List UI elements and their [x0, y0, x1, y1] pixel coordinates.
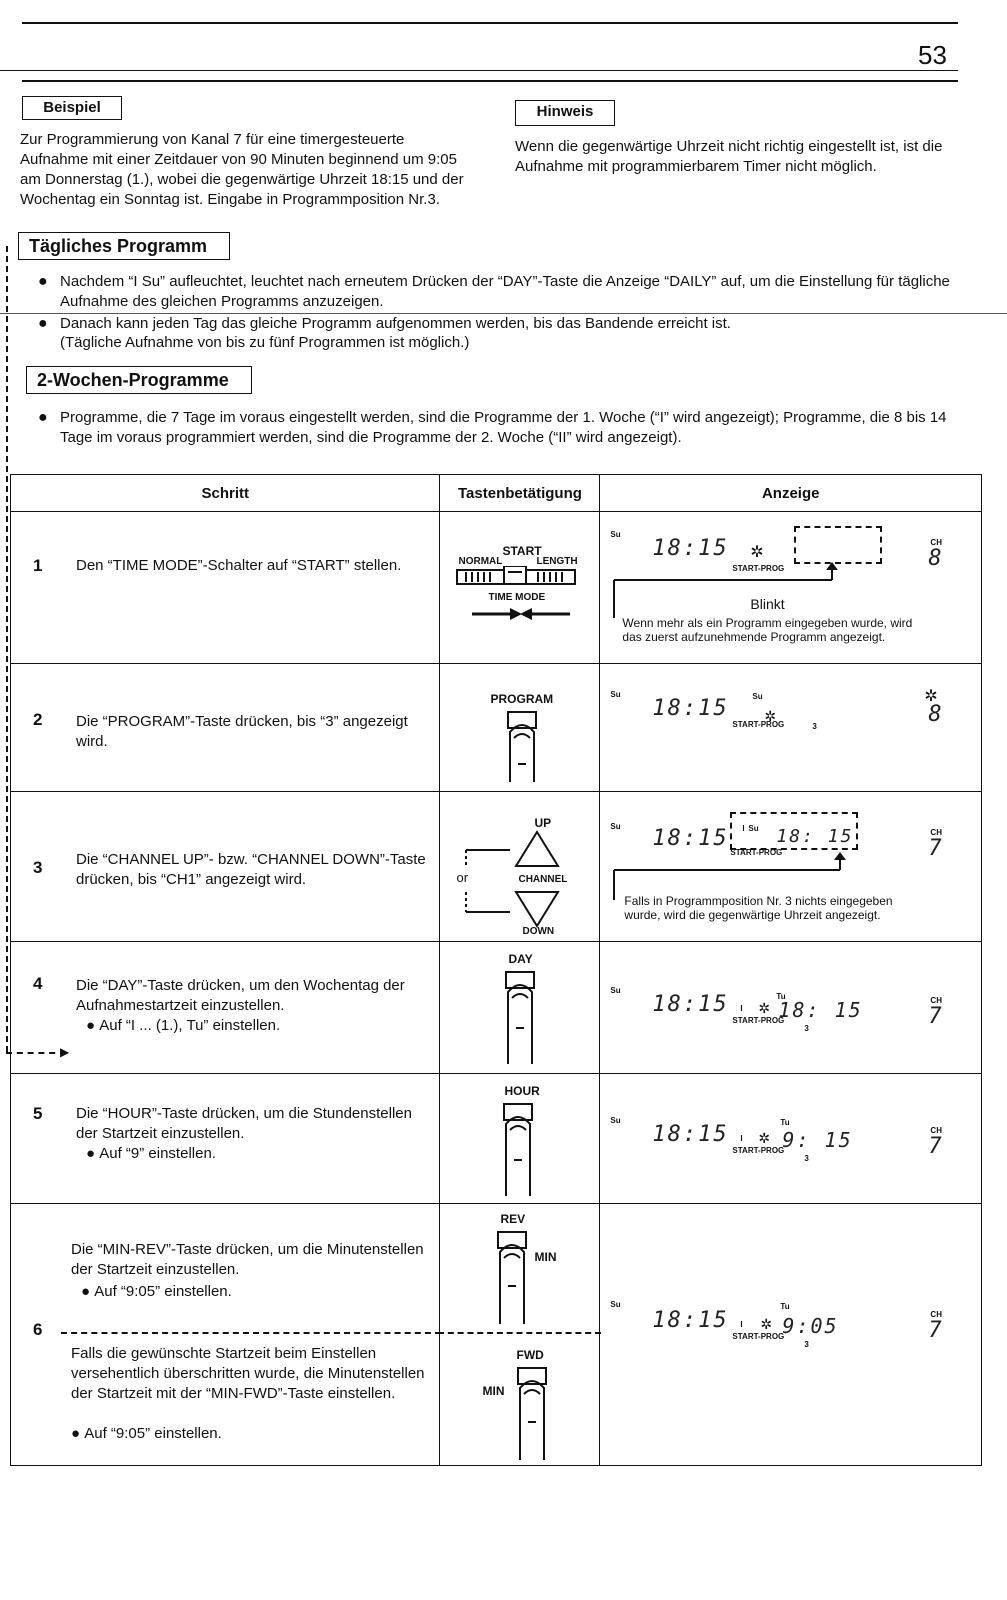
bullet-dot: ●	[81, 1283, 95, 1300]
bullet-dot: ●	[38, 315, 48, 332]
beispiel-text: Zur Programmierung von Kanal 7 für eine timergesteuerte Aufnahme mit einer Zeitdauer von 90 Minuten beginnend um 9:05 am Donnerstag (1.), wobei die gegenwärtige Uhrzeit 18:15 und der Wochentag ein Sonntag ist. Eingabe in Programmposition Nr.3.	[20, 131, 464, 208]
min-left-label: MIN	[482, 1384, 505, 1398]
or-label: or	[456, 870, 469, 885]
bullet-text: Programme, die 7 Tage im voraus eingestellt werden, sind die Programme der 1. Woche (“I” wird angezeigt); Programme, die 8 bis 14 Tage im voraus programmiert werden, sind die Programme der 2. Woche (“II” wird angezeigt).	[60, 409, 947, 446]
key-cell	[440, 512, 600, 664]
table-row	[11, 664, 982, 792]
start-prog-label: START-PROG	[732, 564, 785, 573]
bullet-dot: ●	[86, 1017, 100, 1034]
channel-label: CH	[930, 538, 942, 547]
day-indicator: Su	[610, 986, 621, 995]
step-text: Die “CHANNEL UP”- bzw. “CHANNEL DOWN”-Taste drücken, bis “CH1” angezeigt wird.	[76, 851, 426, 888]
day-indicator: Su	[752, 692, 763, 701]
zweiwochen-bullet-1	[38, 408, 963, 450]
week-mark: I	[740, 1134, 743, 1143]
timemode-label: TIME MODE	[488, 592, 546, 603]
step-sub	[86, 1016, 429, 1036]
table-row	[11, 1204, 982, 1466]
display-cell	[600, 664, 982, 792]
blinkt-label: Blinkt	[750, 596, 785, 612]
display-cell	[600, 1074, 982, 1204]
lcd-clock: 18:15	[652, 826, 729, 851]
channel-digit: 7	[928, 1004, 944, 1029]
channel-digit: 8	[928, 702, 944, 727]
program-button-icon[interactable]	[502, 708, 542, 784]
hinweis-label: Hinweis	[515, 100, 615, 126]
step-text: Die “DAY”-Taste drücken, um den Wochentag der Aufnahmestartzeit einzustellen.	[76, 977, 405, 1014]
lcd-clock: 18:15	[652, 536, 729, 561]
table-header-row	[11, 475, 982, 512]
program-number: 3	[804, 1154, 809, 1163]
or-bracket-icon	[452, 846, 522, 916]
display-cell	[600, 792, 982, 942]
day-button-icon[interactable]	[500, 968, 540, 1068]
top-rule	[22, 22, 958, 24]
step-number: 5	[33, 1104, 43, 1123]
step-number: 3	[33, 858, 43, 877]
bullet-dot: ●	[71, 1425, 85, 1442]
step-text: Die “HOUR”-Taste drücken, um die Stundenstellen der Startzeit einzustellen.	[76, 1105, 412, 1142]
table-row	[11, 1074, 982, 1204]
header-schritt: Schritt	[11, 475, 440, 512]
start-prog-label: START-PROG	[732, 1332, 785, 1341]
step-cell	[11, 942, 440, 1074]
key-cell	[440, 1204, 600, 1466]
timemode-normal-label: NORMAL	[458, 556, 503, 567]
step-sub-2	[71, 1424, 429, 1444]
display-cell	[600, 942, 982, 1074]
day-indicator: Su	[610, 690, 621, 699]
margin-arrow-head-icon: ▶	[60, 1045, 70, 1059]
hour-key-label: HOUR	[504, 1084, 540, 1098]
step-sub-text: Auf “9” einstellen.	[99, 1145, 216, 1162]
timemode-start-label: START	[502, 544, 542, 558]
step-cell	[11, 792, 440, 942]
day-indicator: Su	[610, 1116, 621, 1125]
step-number: 1	[33, 556, 43, 575]
channel-label: CH	[930, 1310, 942, 1319]
channel-digit: 8	[928, 546, 944, 571]
header-thin-rule	[0, 70, 958, 71]
step-sub	[81, 1282, 429, 1302]
bullet-dot: ●	[38, 273, 48, 290]
bullet-text: Nachdem “I Su” aufleuchtet, leuchtet nach erneutem Drücken der “DAY”-Taste die Anzeige “DAILY” auf, um die Einstellung für tägliche Aufnahme des gleichen Programms anzuzeigen.	[60, 273, 950, 310]
blink-rays-icon: ✲	[760, 1316, 773, 1332]
channel-label: CH	[930, 828, 942, 837]
blink-rays-icon: ✲	[924, 688, 938, 705]
start-prog-label: START-PROG	[732, 1016, 785, 1025]
blink-rays-icon: ✲	[758, 1130, 771, 1146]
steps-table	[10, 474, 982, 1466]
table-row	[11, 792, 982, 942]
step-text: Die “PROGRAM”-Taste drücken, bis “3” angezeigt wird.	[76, 713, 408, 750]
lcd-start-time: 18: 15	[778, 998, 863, 1022]
step-cell	[11, 1204, 440, 1466]
table-row	[11, 942, 982, 1074]
step-sub-text: Auf “I ... (1.), Tu” einstellen.	[99, 1017, 281, 1034]
step-cell	[11, 664, 440, 792]
program-number: 3	[804, 1024, 809, 1033]
channel-digit: 7	[928, 1134, 944, 1159]
tu-indicator: Tu	[780, 1302, 790, 1311]
channel-label: CH	[930, 1126, 942, 1135]
table-row	[11, 512, 982, 664]
up-key-label: UP	[534, 816, 552, 830]
bullet-dot: ●	[86, 1145, 100, 1162]
week-mark: I	[740, 1004, 743, 1013]
blink-rays-icon: ✲	[750, 544, 764, 561]
step-number: 4	[33, 974, 43, 993]
step-cell	[11, 1074, 440, 1204]
blink-rays-icon: ✲	[758, 1000, 771, 1016]
channel-key-label: CHANNEL	[518, 874, 568, 885]
bullet-dot: ●	[38, 409, 48, 426]
dashed-prog-box	[794, 526, 882, 564]
rev-key-label: REV	[500, 1212, 526, 1226]
pointer-arrow-icon	[612, 562, 852, 620]
key-cell	[440, 942, 600, 1074]
hour-button-icon[interactable]	[498, 1100, 538, 1200]
lcd-start-time: 18: 15	[776, 826, 854, 847]
step-text: Die “MIN-REV”-Taste drücken, um die Minutenstellen der Startzeit einzustellen.	[71, 1241, 424, 1278]
day-indicator: Su	[610, 1300, 621, 1309]
display-cell	[600, 512, 982, 664]
week-mark: I	[742, 824, 745, 833]
day-indicator: Su	[748, 824, 759, 833]
day-key-label: DAY	[508, 952, 533, 966]
min-fwd-button-icon[interactable]	[512, 1364, 552, 1462]
step-text-2: Falls die gewünschte Startzeit beim Einstellen versehentlich überschritten wurde, die Minutenstellen der Startzeit mit der “MIN-FWD”-Taste einstellen.	[71, 1345, 425, 1402]
step-divider	[61, 1332, 441, 1334]
step-sub	[86, 1144, 429, 1164]
down-key-label: DOWN	[522, 926, 555, 937]
start-prog-label: START-PROG	[730, 848, 783, 857]
blink-rays-icon: ✲	[764, 708, 777, 724]
lcd-start-time: 9: 15	[782, 1128, 853, 1152]
header-thick-rule	[22, 80, 958, 82]
step-cell	[11, 512, 440, 664]
min-rev-button-icon[interactable]	[492, 1228, 532, 1326]
week-mark: I	[740, 1320, 743, 1329]
day-indicator: Su	[610, 530, 621, 539]
day-indicator: Su	[610, 822, 621, 831]
step-number: 2	[33, 710, 43, 729]
key-cell	[440, 664, 600, 792]
lcd-clock: 18:15	[652, 1122, 729, 1147]
key-cell	[440, 792, 600, 942]
start-prog-label: START-PROG	[732, 1146, 785, 1155]
channel-digit: 7	[928, 1318, 944, 1343]
key-divider	[438, 1332, 601, 1334]
step-number: 6	[33, 1320, 43, 1339]
taegliches-bullet-2b: (Tägliche Aufnahme von bis zu fünf Programmen ist möglich.)	[60, 334, 470, 351]
tu-indicator: Tu	[780, 1118, 790, 1127]
display-cell	[600, 1204, 982, 1466]
lcd-start-time: 9:05	[782, 1314, 839, 1338]
beispiel-label: Beispiel	[22, 96, 122, 120]
min-right-label: MIN	[534, 1250, 557, 1264]
lcd-clock: 18:15	[652, 992, 729, 1017]
margin-dashed-line	[6, 246, 8, 1052]
fwd-key-label: FWD	[516, 1348, 544, 1362]
program-number: 3	[812, 722, 817, 731]
start-prog-label: START-PROG	[732, 720, 785, 729]
step-text: Den “TIME MODE”-Schalter auf “START” stellen.	[76, 557, 402, 574]
header-tastenbetaetigung: Tastenbetätigung	[440, 475, 600, 512]
program-number: 3	[804, 1340, 809, 1349]
display-note-3: Falls in Programmposition Nr. 3 nichts eingegeben wurde, wird die gegenwärtige Uhrzeit angezeigt.	[624, 894, 893, 922]
channel-digit: 7	[928, 836, 944, 861]
display-note-1: Wenn mehr als ein Programm eingegeben wurde, wird das zuerst aufzunehmende Programm angezeigt.	[622, 616, 913, 644]
header-anzeige: Anzeige	[600, 475, 982, 512]
page-number: 53	[918, 40, 947, 70]
key-cell	[440, 1074, 600, 1204]
bullet-text: Danach kann jeden Tag das gleiche Programm aufgenommen werden, bis das Bandende erreicht ist.	[60, 315, 731, 332]
program-key-label: PROGRAM	[490, 692, 554, 706]
tu-indicator: Tu	[776, 992, 786, 1001]
taegliches-bullet-1	[38, 272, 963, 314]
hinweis-text: Wenn die gegenwärtige Uhrzeit nicht richtig eingestellt ist, ist die Aufnahme mit programmierbarem Timer nicht möglich.	[515, 138, 943, 175]
taegliches-title: Tägliches Programm	[18, 232, 230, 260]
step-sub-text: Auf “9:05” einstellen.	[84, 1425, 222, 1442]
lcd-clock: 18:15	[652, 696, 729, 721]
step-sub-text: Auf “9:05” einstellen.	[94, 1283, 232, 1300]
lcd-clock: 18:15	[652, 1308, 729, 1333]
timemode-length-label: LENGTH	[536, 556, 578, 567]
channel-label: CH	[930, 996, 942, 1005]
zweiwochen-title: 2-Wochen-Programme	[26, 366, 252, 394]
